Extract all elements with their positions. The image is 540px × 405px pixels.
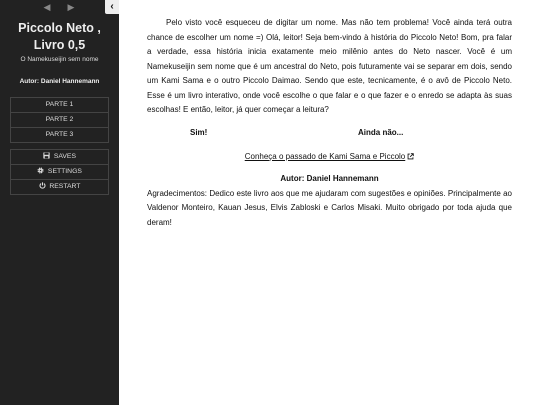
story-title-line2: Livro 0,5 [33,38,86,52]
menu-item-parte-1[interactable] [11,98,108,113]
settings-label: SETTINGS [47,168,82,175]
power-icon [39,183,48,190]
history-back-button[interactable]: ◀ [43,2,51,12]
parts-menu [10,97,109,143]
restart-button[interactable] [11,180,108,195]
passage [147,16,512,230]
history-forward-button[interactable]: ▶ [67,2,75,12]
choice-yes-link[interactable]: Sim! [190,127,208,137]
story-author: Autor: Daniel Hannemann [19,78,100,85]
menu-item-label: PARTE 1 [45,101,74,108]
actions-menu [10,149,109,195]
gear-icon [37,168,46,175]
choices [147,126,512,141]
save-icon [43,153,52,160]
menu-item-parte-2[interactable] [11,113,108,128]
menu-item-label: PARTE 3 [45,131,74,138]
story-title [0,20,119,54]
saves-button[interactable] [11,150,108,165]
menu-item-label: PARTE 2 [45,116,74,123]
intro-text: Pelo visto você esqueceu de digitar um nome. Mas não tem problema! Você ainda terá outra chance de escolher um nome =) Olá, leitor! Seja bem-vindo à história do Piccolo Neto! Bom, pra falar a verdade, essa história inicia exatamente meio milênio antes do Neto nascer. Você é um Namekuseijin sem nome que é um ancestral do Neto, pois futuramente vai se separar em dois, sendo um Kami Sama e o outro Piccolo Daimao. Sendo que este, tecnicamente, é o avô de Piccolo Neto. Esse é um livro interativo, onde você escolhe o que falar e o que fazer e o enredo se adapta às suas escolhas! E então, leitor, já quer começar a leitura? [147,18,512,114]
choice-not-yet-link[interactable]: Ainda não... [358,127,404,137]
history-nav [0,0,119,16]
settings-button[interactable] [11,165,108,180]
author-heading: Autor: Daniel Hannemann [280,174,379,183]
external-link-icon[interactable] [407,151,414,158]
story-subtitle: O Namekuseijin sem nome [20,56,99,63]
sidebar [0,0,119,405]
acknowledgements-text: Agradecimentos: Dedico este livro aos que me ajudaram com sugestões e opiniões. Principalmente ao Valdenor Monteiro, Kauan Jesus, Elvis Zabloski e Carlos Misaki. Muito obrigado por toda ajuda que deram! [147,188,512,227]
backstory-link[interactable]: Conheça o passado de Kami Sama e Piccolo [244,151,406,161]
menu-item-parte-3[interactable] [11,128,108,143]
sidebar-toggle-button[interactable]: ‹ [105,0,119,14]
story-title-line1: Piccolo Neto , [18,21,101,35]
backstory-link-row [147,150,512,165]
restart-label: RESTART [49,183,81,190]
saves-label: SAVES [53,153,76,160]
